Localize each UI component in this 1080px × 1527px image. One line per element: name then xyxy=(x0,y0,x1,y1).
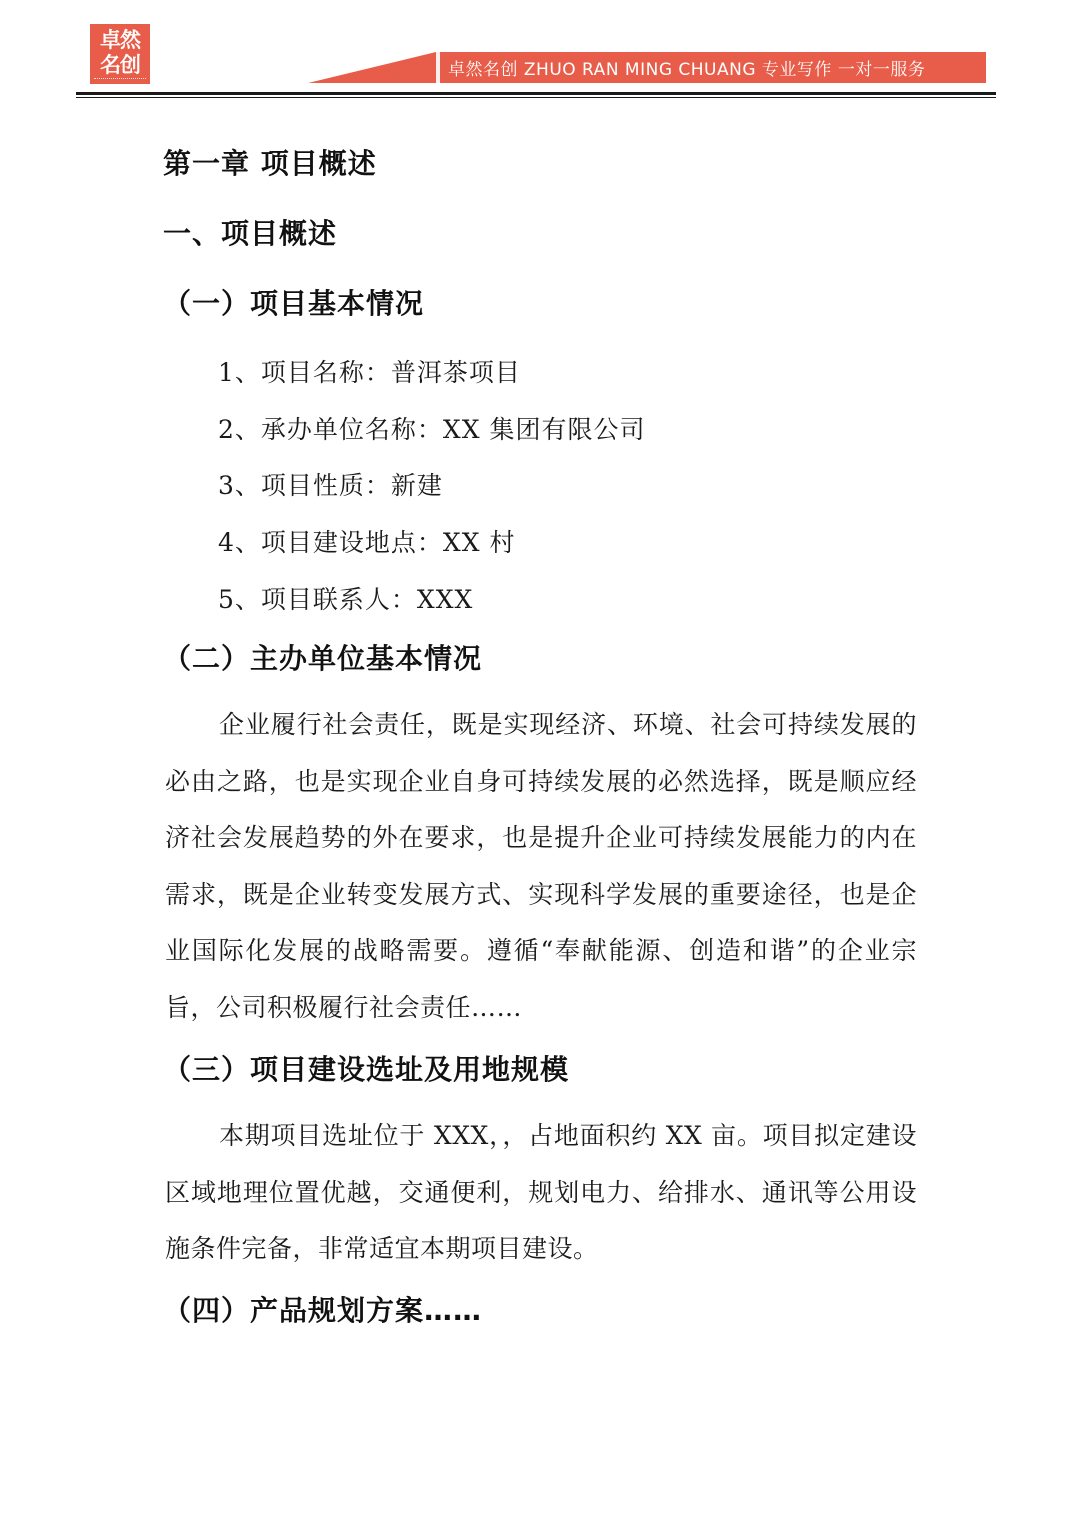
banner-wedge xyxy=(308,52,436,83)
list-item: 4、项目建设地点：XX 村 xyxy=(218,528,516,557)
header-banner xyxy=(436,52,986,83)
paragraph-organizer: 企业履行社会责任，既是实现经济、环境、社会可持续发展的必由之路，也是实现企业自身可持续发展的必然选择，既是顺应经济社会发展趋势的外在要求，也是提升企业可持续发展能力的内在需求，既是企业转变发展方式、实现科学发展的重要途径，也是企业国际化发展的战略需要。遵循“奉献能源、创造和谐”的企业宗旨，公司积极履行社会责任…… xyxy=(165,710,917,1022)
header-rule-thick xyxy=(76,92,996,95)
subsection-title-4: （四）产品规划方案…… xyxy=(163,1294,483,1327)
subsection-title-2: （二）主办单位基本情况 xyxy=(163,642,483,675)
subsection-title-3: （三）项目建设选址及用地规模 xyxy=(163,1053,570,1086)
list-item: 3、项目性质：新建 xyxy=(218,471,443,500)
section-title: 一、项目概述 xyxy=(163,217,338,250)
list-item: 5、项目联系人：XXX xyxy=(218,585,474,614)
brand-logo xyxy=(90,24,150,84)
banner-separator xyxy=(436,52,440,83)
logo-dotted-line xyxy=(94,78,146,81)
chapter-title: 第一章 项目概述 xyxy=(163,147,377,180)
subsection-title-1: （一）项目基本情况 xyxy=(163,287,425,320)
list-item: 1、项目名称：普洱茶项目 xyxy=(218,358,521,387)
logo-text-line1: 卓然 xyxy=(100,28,140,52)
paragraph-site: 本期项目选址位于 XXX，，占地面积约 XX 亩。项目拟定建设区域地理位置优越，交通便利，规划电力、给排水、通讯等公用设施条件完备，非常适宜本期项目建设。 xyxy=(165,1121,917,1264)
logo-text-line2: 名创 xyxy=(100,53,140,77)
list-item: 2、承办单位名称：XX 集团有限公司 xyxy=(218,415,646,444)
header-rule-thin xyxy=(76,97,996,98)
banner-text: 卓然名创 ZHUO RAN MING CHUANG 专业写作 一对一服务 xyxy=(448,60,926,80)
